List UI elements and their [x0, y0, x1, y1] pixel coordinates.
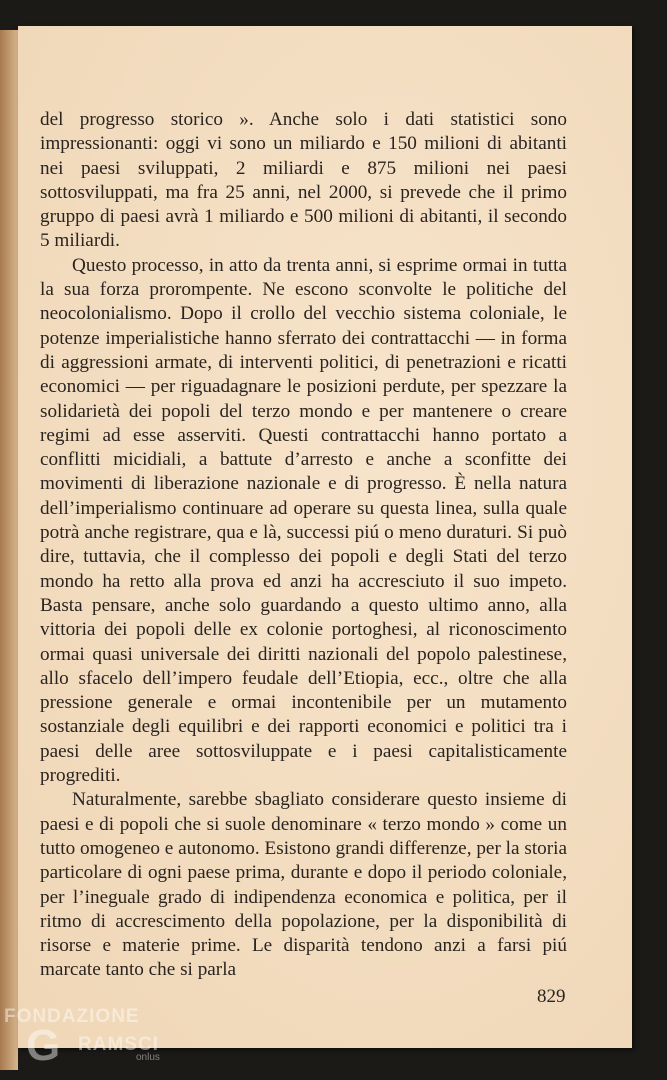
adjacent-page-edge [0, 30, 18, 1070]
watermark-line2: RAMSCI [78, 1034, 159, 1055]
paragraph-2: Questo processo, in atto da trenta anni, si esprime ormai in tutta la sua forza prorompente. Ne escono sconvolte le politiche del neocolonialismo. Dopo il crollo del vecchio sistema coloniale, le potenze imperialistiche hanno sferrato dei contrattacchi — in forma di aggressioni armate, di interventi politici, di penetrazioni e ricatti economici — per riguadagnare le posizioni perdute, per spezzare la solidarietà dei popoli del terzo mondo e per mantenere o creare regimi ad esse asserviti. Questi contrattacchi hanno portato a conflitti micidiali, a battute d’arresto e anche a sconfitte dei movimenti di liberazione nazionale e di progresso. È nella natura dell’imperialismo continuare ad operare su questa linea, sulla quale potrà anche registrare, qua e là, successi piú o meno duraturi. Si può dire, tuttavia, che il complesso dei popoli e degli Stati del terzo mondo ha retto alla prova ed anzi ha accresciuto il suo impeto. Basta pensare, anche solo guardando a questo ultimo anno, alla vittoria dei popoli delle ex colonie portoghesi, al riconoscimento ormai quasi universale dei diritti nazionali del popolo palestinese, allo sfacelo dell’impero feudale dell’Etiopia, ecc., oltre che alla pressione generale e ormai incontenibile per un mutamento sostanziale degli equilibri e dei rapporti economici e politici tra i paesi delle aree sottosviluppate e i paesi capitalisticamente progrediti. [40, 254, 567, 787]
body-text [40, 108, 567, 983]
paragraph-3: Naturalmente, sarebbe sbagliato considerare questo insieme di paesi e di popoli che si suole denominare « terzo mondo » come un tutto omogeneo e autonomo. Esistono grandi differenze, per la storia particolare di ogni paese prima, durante e dopo il periodo coloniale, per l’ineguale grado di indipendenza economica e politica, per il ritmo di accrescimento della popolazione, per la disponibilità di risorse e materie prime. Le disparità tendono anzi a farsi piú marcate tanto che si parla [40, 789, 567, 981]
page-number: 829 [537, 986, 566, 1007]
watermark-line1: FONDAZIONE [4, 1006, 140, 1027]
watermark-onlus: onlus [136, 1052, 160, 1063]
watermark-g-logo: G [26, 1021, 61, 1070]
fondazione-gramsci-watermark [4, 1006, 184, 1076]
book-page [18, 26, 632, 1048]
paragraph-1: del progresso storico ». Anche solo i dati statistici sono impressionanti: oggi vi sono un miliardo e 150 milioni di abitanti nei paesi sviluppati, 2 miliardi e 875 milioni nei paesi sottosviluppati, ma fra 25 anni, nel 2000, si prevede che il primo gruppo di paesi avrà 1 miliardo e 500 milioni di abitanti, il secondo 5 miliardi. [40, 109, 567, 252]
